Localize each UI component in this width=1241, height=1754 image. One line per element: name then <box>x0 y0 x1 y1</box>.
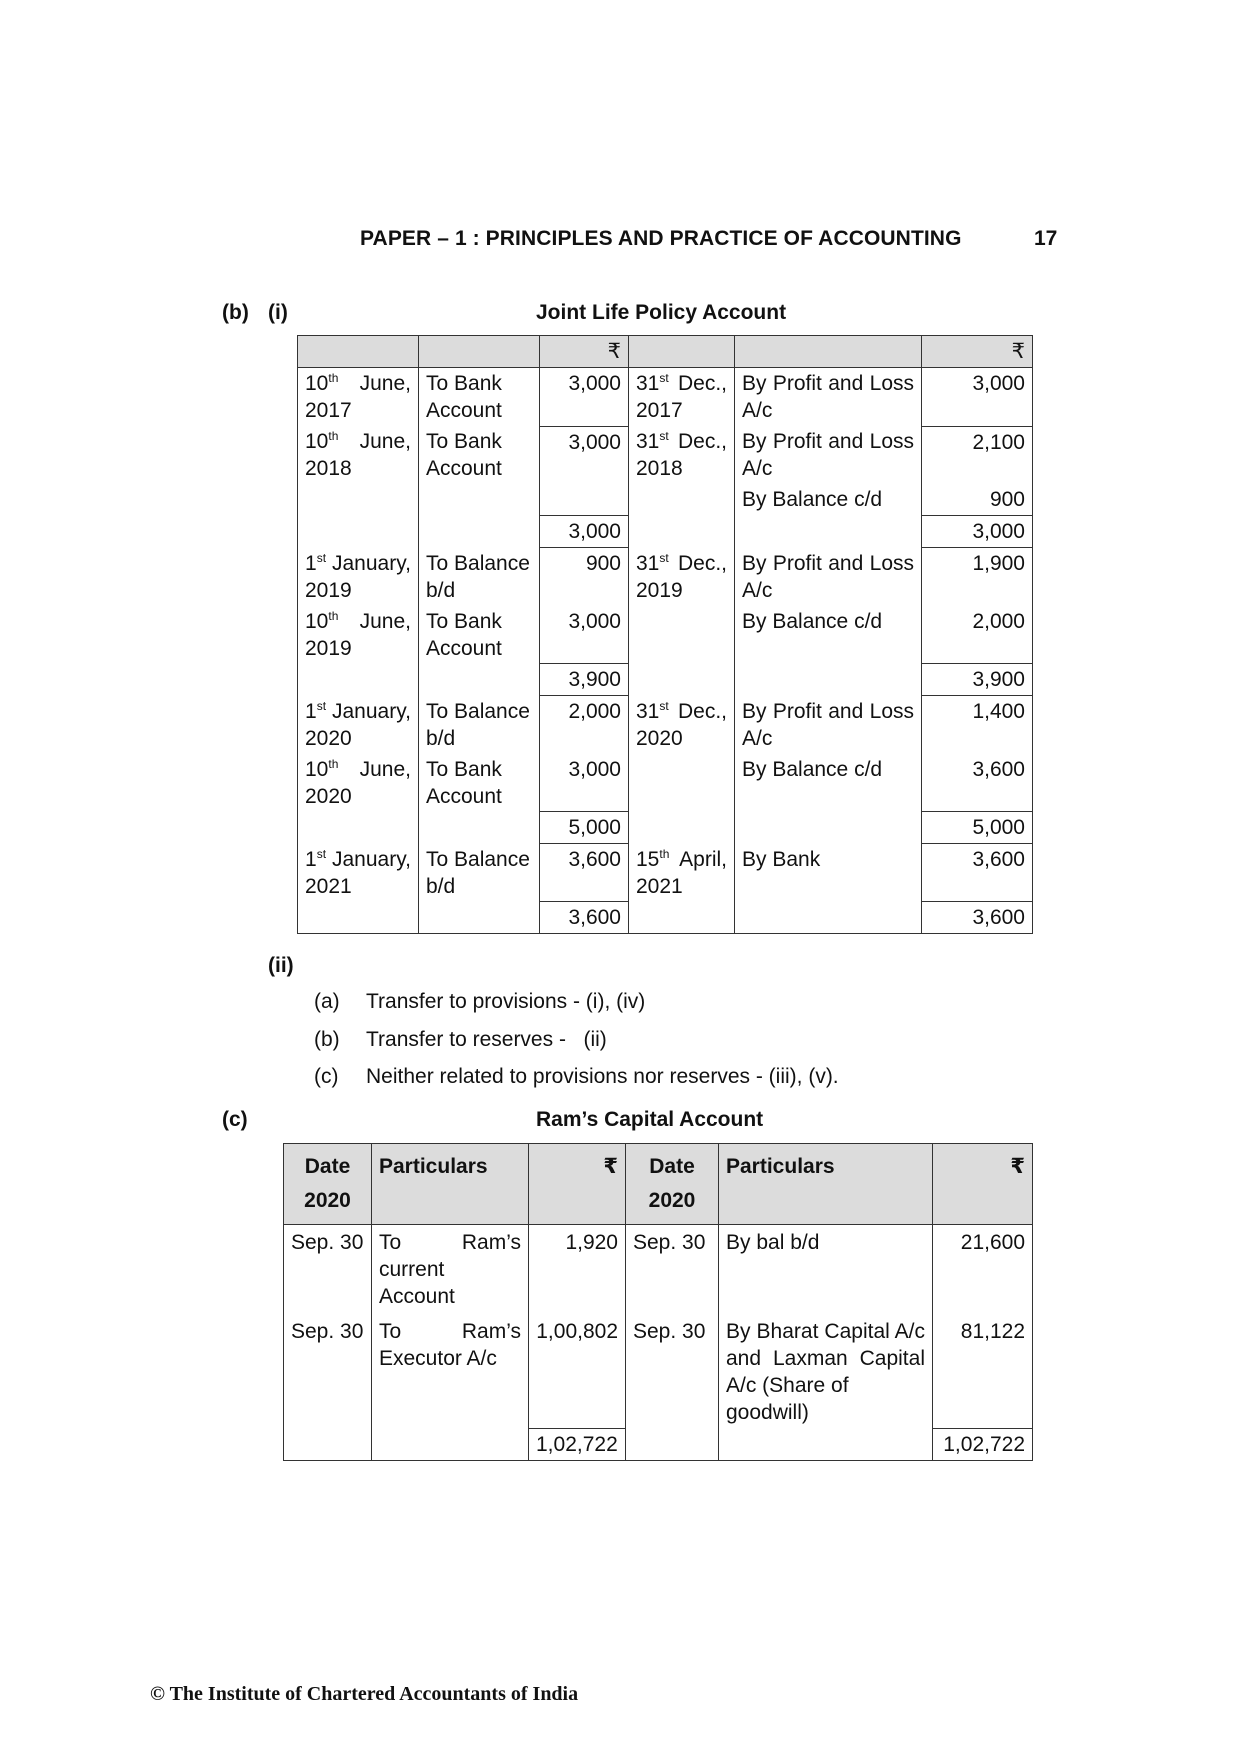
particulars-header: Particulars <box>372 1144 529 1225</box>
particulars-cell: By bal b/d <box>719 1225 933 1313</box>
date-header: Date 2020 <box>626 1144 719 1225</box>
particulars-cell: By Profit and Loss A/c <box>735 696 922 754</box>
currency-symbol: ₹ <box>529 1144 626 1225</box>
table-row <box>298 368 1033 427</box>
total-cell: 3,000 <box>922 516 1033 548</box>
particulars-cell: To Balance b/d <box>419 696 540 754</box>
total-cell: 1,02,722 <box>529 1428 626 1460</box>
currency-symbol: ₹ <box>540 336 629 368</box>
particulars-cell: To Bank Account <box>419 754 540 812</box>
date-cell: 15th April, 2021 <box>629 844 735 902</box>
amount-cell: 21,600 <box>933 1225 1033 1313</box>
list-item: (b) Transfer to reserves - (ii) <box>314 1028 607 1051</box>
table-header-row <box>284 1144 1033 1225</box>
page-header-title: PAPER – 1 : PRINCIPLES AND PRACTICE OF ACCOUNTING <box>360 227 962 250</box>
particulars-cell: By Profit and Loss A/c <box>735 548 922 606</box>
date-cell: Sep. 30 <box>284 1312 372 1428</box>
total-row <box>298 516 1033 548</box>
rams-capital-title: Ram’s Capital Account <box>536 1108 764 1131</box>
date-cell: 10th June, 2018 <box>298 426 419 484</box>
total-row <box>284 1428 1033 1460</box>
amount-cell: 3,600 <box>922 754 1033 812</box>
currency-symbol: ₹ <box>933 1144 1033 1225</box>
table-row <box>298 606 1033 664</box>
amount-cell: 3,000 <box>540 754 629 812</box>
date-cell: 1st January, 2020 <box>298 696 419 754</box>
particulars-cell: By Balance c/d <box>735 484 922 516</box>
amount-cell: 900 <box>540 548 629 606</box>
particulars-cell: To Bank Account <box>419 606 540 664</box>
particulars-cell: By Balance c/d <box>735 754 922 812</box>
table-row <box>298 754 1033 812</box>
table-row <box>284 1225 1033 1313</box>
table-row <box>298 696 1033 754</box>
amount-cell: 2,100 <box>922 426 1033 484</box>
amount-cell: 1,920 <box>529 1225 626 1313</box>
particulars-cell: By Bharat Capital A/c and Laxman Capital A/c (Share of goodwill) <box>719 1312 933 1428</box>
section-ii-label: (ii) <box>268 954 294 977</box>
amount-cell: 2,000 <box>922 606 1033 664</box>
date-cell: 1st January, 2019 <box>298 548 419 606</box>
particulars-cell: By Profit and Loss A/c <box>735 368 922 427</box>
particulars-cell: To Balance b/d <box>419 548 540 606</box>
list-item: (a) Transfer to provisions - (i), (iv) <box>314 990 646 1013</box>
date-cell: 10th June, 2017 <box>298 368 419 427</box>
date-cell: Sep. 30 <box>284 1225 372 1313</box>
rams-capital-table <box>283 1143 1033 1461</box>
date-cell: 31st Dec., 2017 <box>629 368 735 427</box>
particulars-cell: To Ram’s current Account <box>372 1225 529 1313</box>
total-row <box>298 812 1033 844</box>
list-item: (c) Neither related to provisions nor reserves - (iii), (v). <box>314 1065 839 1088</box>
amount-cell: 3,600 <box>922 844 1033 902</box>
table-header-row <box>298 336 1033 368</box>
total-cell: 5,000 <box>922 812 1033 844</box>
amount-cell: 1,900 <box>922 548 1033 606</box>
amount-cell: 3,000 <box>922 368 1033 427</box>
table-row <box>284 1312 1033 1428</box>
amount-cell: 3,600 <box>540 844 629 902</box>
total-cell: 1,02,722 <box>933 1428 1033 1460</box>
particulars-cell: By Balance c/d <box>735 606 922 664</box>
date-cell: 31st Dec., 2019 <box>629 548 735 606</box>
amount-cell: 900 <box>922 484 1033 516</box>
amount-cell: 1,400 <box>922 696 1033 754</box>
joint-life-policy-table <box>297 335 1033 934</box>
total-cell: 3,900 <box>540 664 629 696</box>
date-cell: 10th June, 2020 <box>298 754 419 812</box>
total-cell: 3,600 <box>922 902 1033 934</box>
particulars-header: Particulars <box>719 1144 933 1225</box>
total-cell: 3,600 <box>540 902 629 934</box>
date-header: Date 2020 <box>284 1144 372 1225</box>
section-c-label: (c) <box>222 1108 248 1131</box>
amount-cell: 3,000 <box>540 368 629 427</box>
footer-copyright: © The Institute of Chartered Accountants of India <box>150 1683 579 1705</box>
table-row <box>298 426 1033 484</box>
date-cell: 10th June, 2019 <box>298 606 419 664</box>
total-cell: 3,900 <box>922 664 1033 696</box>
page-number: 17 <box>1034 227 1058 250</box>
amount-cell: 2,000 <box>540 696 629 754</box>
date-cell: Sep. 30 <box>626 1312 719 1428</box>
table-row <box>298 548 1033 606</box>
section-b-sub-i-label: (i) <box>268 301 288 324</box>
particulars-cell: To Ram’s Executor A/c <box>372 1312 529 1428</box>
table-row <box>298 484 1033 516</box>
particulars-cell: To Balance b/d <box>419 844 540 902</box>
particulars-cell: To Bank Account <box>419 426 540 484</box>
particulars-cell: To Bank Account <box>419 368 540 427</box>
date-cell: Sep. 30 <box>626 1225 719 1313</box>
date-cell: 31st Dec., 2020 <box>629 696 735 754</box>
total-cell: 3,000 <box>540 516 629 548</box>
amount-cell: 1,00,802 <box>529 1312 626 1428</box>
particulars-cell: By Bank <box>735 844 922 902</box>
table-row <box>298 844 1033 902</box>
amount-cell: 81,122 <box>933 1312 1033 1428</box>
total-cell: 5,000 <box>540 812 629 844</box>
total-row <box>298 902 1033 934</box>
total-row <box>298 664 1033 696</box>
particulars-cell: By Profit and Loss A/c <box>735 426 922 484</box>
section-b-label: (b) <box>222 301 249 324</box>
date-cell: 1st January, 2021 <box>298 844 419 902</box>
amount-cell: 3,000 <box>540 606 629 664</box>
joint-life-policy-title: Joint Life Policy Account <box>536 301 787 324</box>
amount-cell: 3,000 <box>540 426 629 484</box>
date-cell: 31st Dec., 2018 <box>629 426 735 484</box>
currency-symbol: ₹ <box>922 336 1033 368</box>
